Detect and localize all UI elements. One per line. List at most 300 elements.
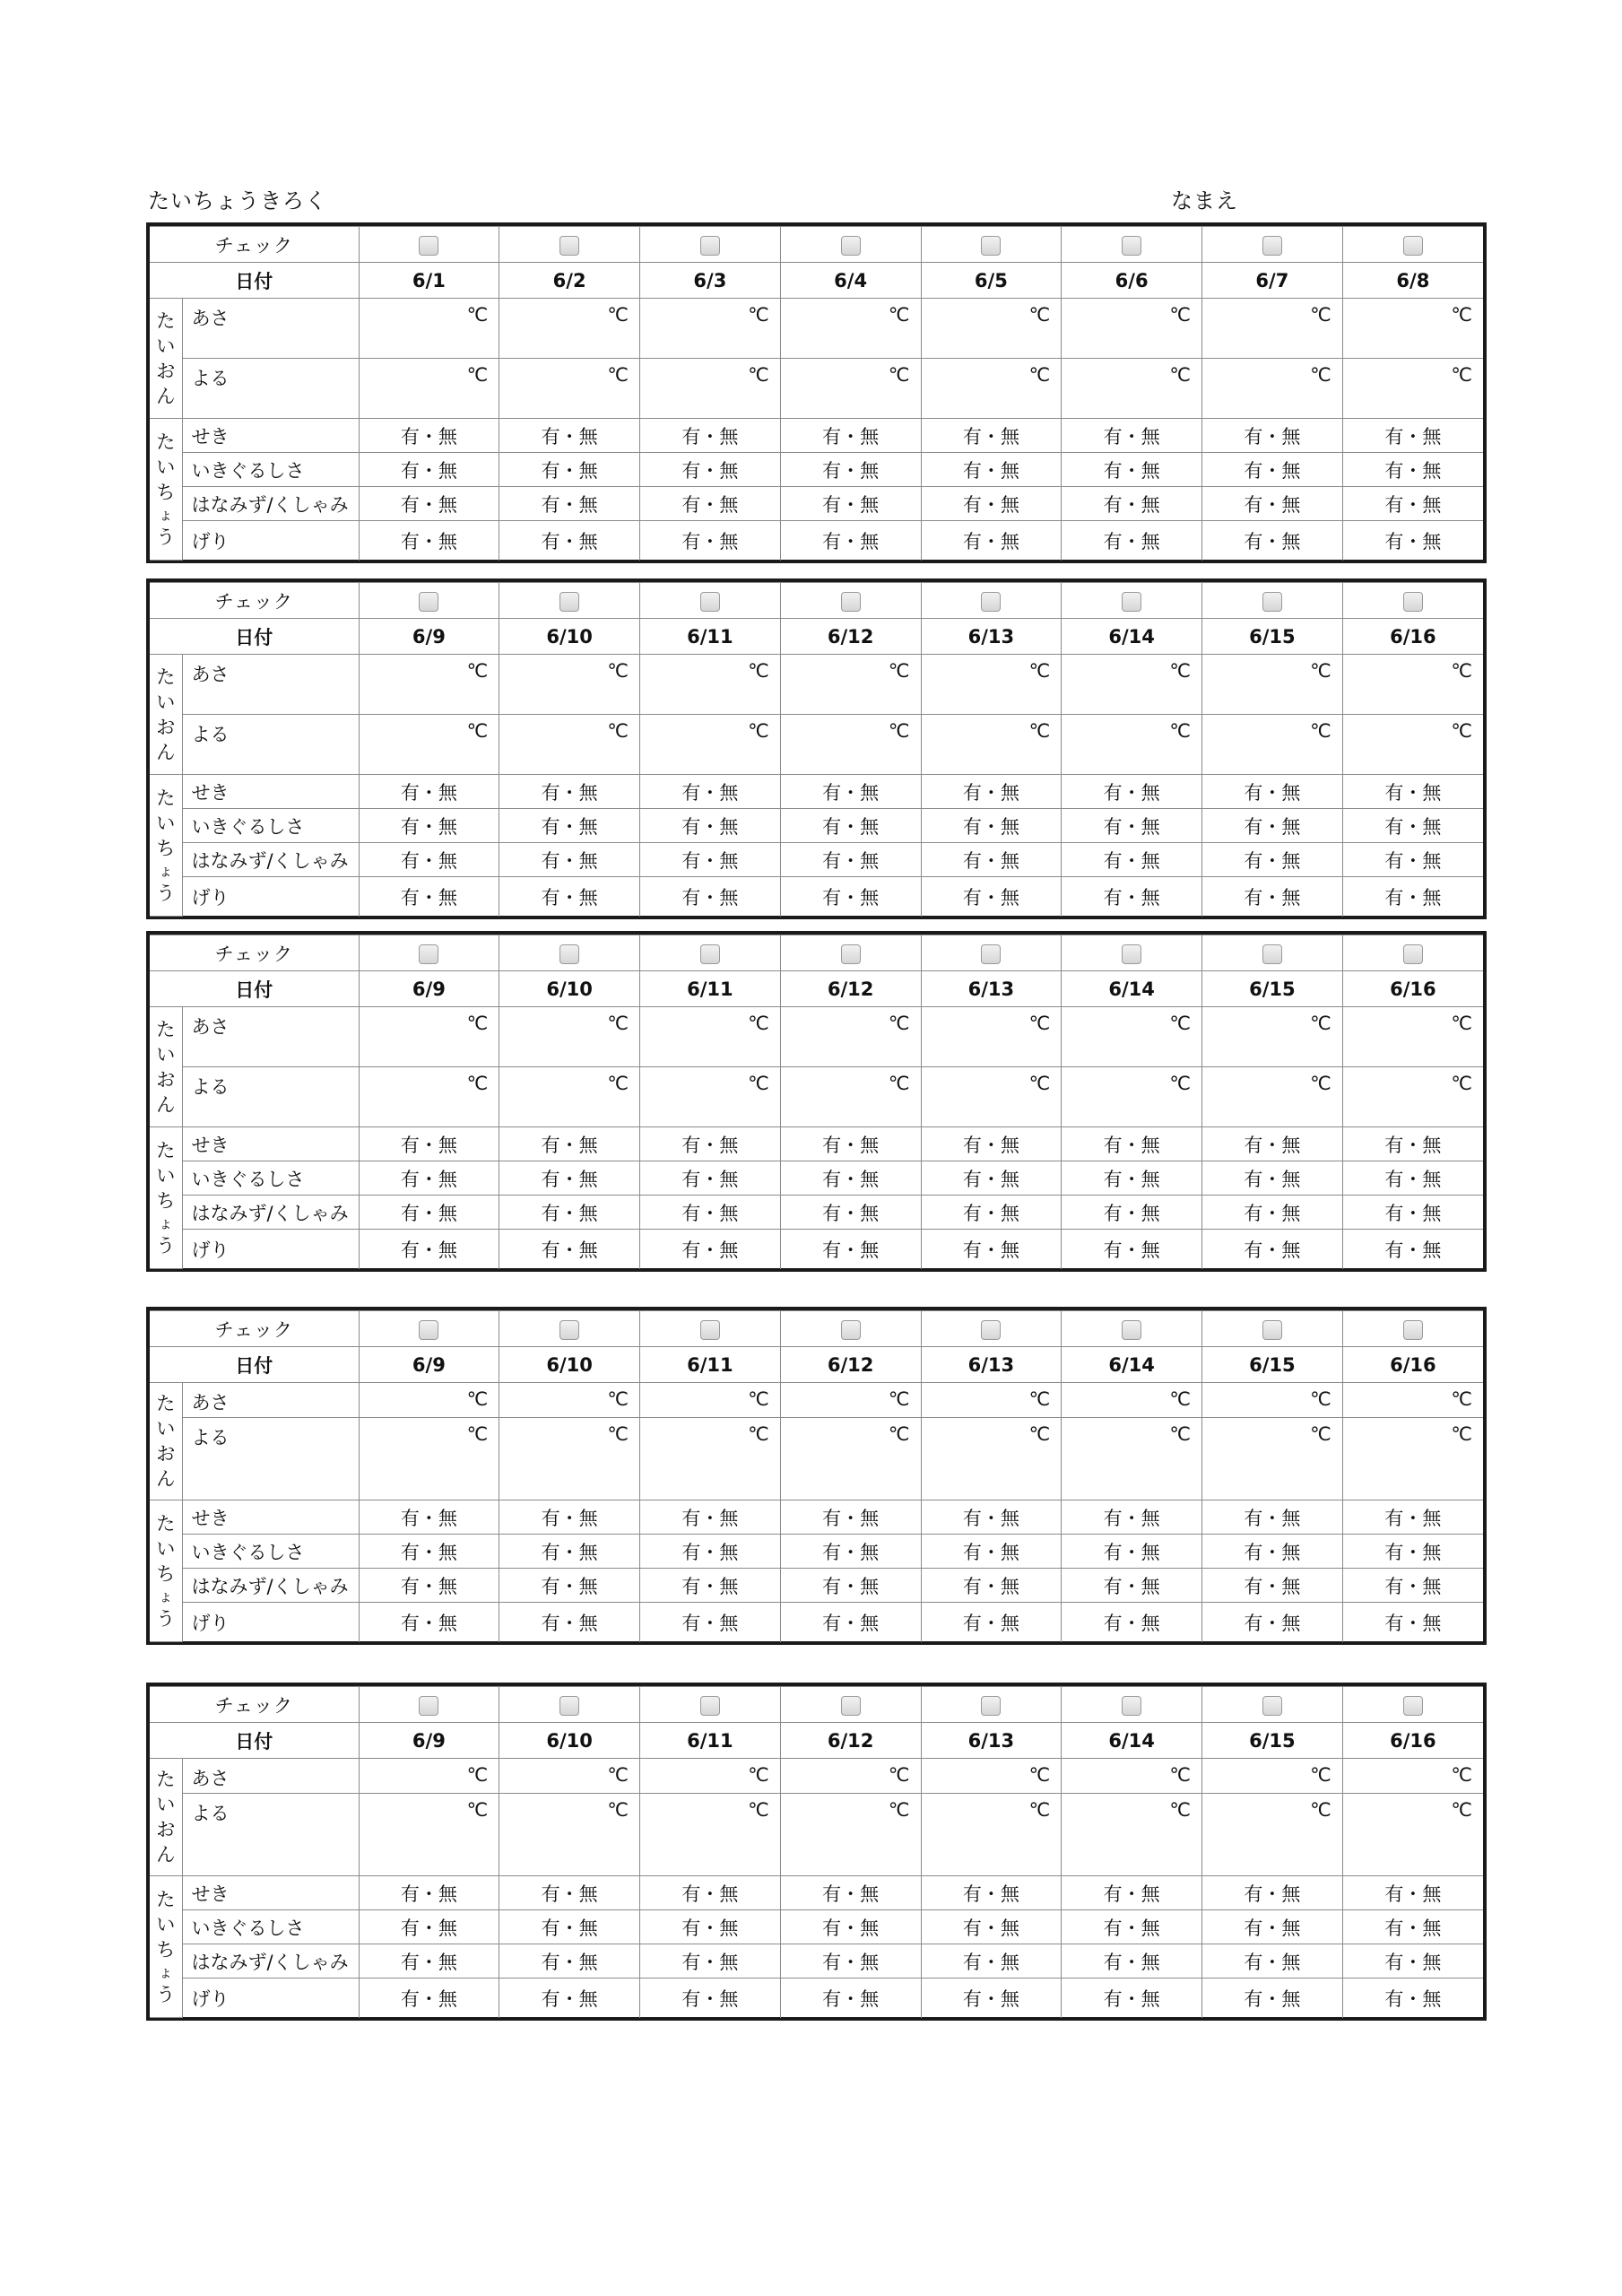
yes-no-cell[interactable]: 有・無 bbox=[1062, 775, 1202, 809]
yes-no-cell[interactable]: 有・無 bbox=[780, 1569, 921, 1603]
yes-no-cell[interactable]: 有・無 bbox=[921, 453, 1062, 487]
yes-no-cell[interactable]: 有・無 bbox=[1202, 521, 1343, 561]
yes-no-cell[interactable]: 有・無 bbox=[359, 1910, 499, 1944]
yes-no-cell[interactable]: 有・無 bbox=[921, 1230, 1062, 1269]
yes-no-cell[interactable]: 有・無 bbox=[1202, 1535, 1343, 1569]
yes-no-cell[interactable]: 有・無 bbox=[921, 1603, 1062, 1642]
yes-no-cell[interactable]: 有・無 bbox=[1062, 453, 1202, 487]
checkbox[interactable] bbox=[981, 944, 1001, 964]
yes-no-cell[interactable]: 有・無 bbox=[1062, 809, 1202, 843]
yes-no-cell[interactable]: 有・無 bbox=[1342, 521, 1483, 561]
yes-no-cell[interactable]: 有・無 bbox=[921, 1127, 1062, 1161]
temp-input-cell[interactable]: ℃ bbox=[1062, 655, 1202, 715]
checkbox[interactable] bbox=[1403, 236, 1423, 256]
yes-no-cell[interactable]: 有・無 bbox=[1062, 487, 1202, 521]
temp-input-cell[interactable]: ℃ bbox=[640, 715, 781, 775]
yes-no-cell[interactable]: 有・無 bbox=[359, 877, 499, 917]
temp-input-cell[interactable]: ℃ bbox=[921, 1759, 1062, 1794]
temp-input-cell[interactable]: ℃ bbox=[1202, 1067, 1343, 1127]
yes-no-cell[interactable]: 有・無 bbox=[499, 843, 640, 877]
yes-no-cell[interactable]: 有・無 bbox=[640, 1569, 781, 1603]
yes-no-cell[interactable]: 有・無 bbox=[499, 877, 640, 917]
yes-no-cell[interactable]: 有・無 bbox=[359, 1500, 499, 1535]
checkbox[interactable] bbox=[1262, 944, 1282, 964]
yes-no-cell[interactable]: 有・無 bbox=[921, 1196, 1062, 1230]
yes-no-cell[interactable]: 有・無 bbox=[921, 877, 1062, 917]
record-block bbox=[146, 1307, 1487, 1645]
temp-input-cell[interactable]: ℃ bbox=[359, 1383, 499, 1418]
yes-no-cell[interactable]: 有・無 bbox=[359, 1569, 499, 1603]
temp-input-cell[interactable]: ℃ bbox=[1062, 1067, 1202, 1127]
yes-no-cell[interactable]: 有・無 bbox=[1202, 1569, 1343, 1603]
temp-input-cell[interactable]: ℃ bbox=[499, 1794, 640, 1876]
category-char: ち bbox=[156, 1562, 176, 1585]
yes-no-cell[interactable]: 有・無 bbox=[640, 1230, 781, 1269]
yes-no-cell[interactable]: 有・無 bbox=[921, 1535, 1062, 1569]
yes-no-cell[interactable]: 有・無 bbox=[1342, 1535, 1483, 1569]
yes-no-cell[interactable]: 有・無 bbox=[640, 1603, 781, 1642]
yes-no-cell[interactable]: 有・無 bbox=[921, 775, 1062, 809]
yes-no-cell[interactable]: 有・無 bbox=[1342, 1876, 1483, 1910]
yes-no-cell[interactable]: 有・無 bbox=[780, 877, 921, 917]
temp-input-cell[interactable]: ℃ bbox=[359, 1067, 499, 1127]
temp-input-cell[interactable]: ℃ bbox=[359, 655, 499, 715]
checkbox[interactable] bbox=[559, 944, 579, 964]
yes-no-cell[interactable]: 有・無 bbox=[1202, 453, 1343, 487]
yes-no-cell[interactable]: 有・無 bbox=[1342, 1196, 1483, 1230]
checkbox[interactable] bbox=[1403, 944, 1423, 964]
yes-no-cell[interactable]: 有・無 bbox=[1342, 1569, 1483, 1603]
yes-no-cell[interactable]: 有・無 bbox=[359, 453, 499, 487]
yes-no-cell[interactable]: 有・無 bbox=[780, 1230, 921, 1269]
temp-input-cell[interactable]: ℃ bbox=[1202, 1383, 1343, 1418]
yes-no-cell[interactable]: 有・無 bbox=[780, 453, 921, 487]
check-cell bbox=[1342, 583, 1483, 619]
yes-no-cell[interactable]: 有・無 bbox=[1062, 877, 1202, 917]
temp-input-cell[interactable]: ℃ bbox=[780, 1007, 921, 1067]
checkbox[interactable] bbox=[419, 236, 438, 256]
yes-no-cell[interactable]: 有・無 bbox=[780, 1979, 921, 2018]
yes-no-cell[interactable]: 有・無 bbox=[499, 809, 640, 843]
temp-input-cell[interactable]: ℃ bbox=[1342, 1007, 1483, 1067]
yes-no-cell[interactable]: 有・無 bbox=[499, 1569, 640, 1603]
yes-no-cell[interactable]: 有・無 bbox=[921, 487, 1062, 521]
checkbox[interactable] bbox=[981, 1696, 1001, 1716]
checkbox[interactable] bbox=[1262, 1696, 1282, 1716]
yes-no-cell[interactable]: 有・無 bbox=[1342, 1603, 1483, 1642]
checkbox[interactable] bbox=[841, 236, 861, 256]
temp-input-cell[interactable]: ℃ bbox=[499, 1759, 640, 1794]
yes-no-cell[interactable]: 有・無 bbox=[499, 1603, 640, 1642]
yes-no-cell[interactable]: 有・無 bbox=[921, 1910, 1062, 1944]
checkbox[interactable] bbox=[1403, 592, 1423, 612]
yes-no-cell[interactable]: 有・無 bbox=[640, 521, 781, 561]
yes-no-cell[interactable]: 有・無 bbox=[1202, 877, 1343, 917]
temp-input-cell[interactable]: ℃ bbox=[1062, 1007, 1202, 1067]
yes-no-cell[interactable]: 有・無 bbox=[640, 809, 781, 843]
yes-no-cell[interactable]: 有・無 bbox=[780, 419, 921, 453]
yes-no-cell[interactable]: 有・無 bbox=[640, 419, 781, 453]
yes-no-cell[interactable]: 有・無 bbox=[499, 1230, 640, 1269]
yes-no-cell[interactable]: 有・無 bbox=[1342, 877, 1483, 917]
temp-input-cell[interactable]: ℃ bbox=[921, 1794, 1062, 1876]
yes-no-cell[interactable]: 有・無 bbox=[780, 1535, 921, 1569]
temp-input-cell[interactable]: ℃ bbox=[640, 655, 781, 715]
yes-no-cell[interactable]: 有・無 bbox=[1202, 1603, 1343, 1642]
yes-no-cell[interactable]: 有・無 bbox=[780, 1161, 921, 1196]
temp-input-cell[interactable]: ℃ bbox=[780, 1383, 921, 1418]
yes-no-cell[interactable]: 有・無 bbox=[1342, 453, 1483, 487]
yes-no-cell[interactable]: 有・無 bbox=[1342, 1500, 1483, 1535]
checkbox[interactable] bbox=[1403, 1320, 1423, 1340]
temp-input-cell[interactable]: ℃ bbox=[1202, 1759, 1343, 1794]
yes-no-cell[interactable]: 有・無 bbox=[359, 1876, 499, 1910]
temp-input-cell[interactable]: ℃ bbox=[1202, 359, 1343, 419]
yes-no-cell[interactable]: 有・無 bbox=[640, 1979, 781, 2018]
yes-no-cell[interactable]: 有・無 bbox=[780, 1876, 921, 1910]
yes-no-cell[interactable]: 有・無 bbox=[1202, 1910, 1343, 1944]
temp-input-cell[interactable]: ℃ bbox=[499, 359, 640, 419]
yes-no-cell[interactable]: 有・無 bbox=[921, 1500, 1062, 1535]
temp-input-cell[interactable]: ℃ bbox=[359, 299, 499, 359]
checkbox[interactable] bbox=[1262, 1320, 1282, 1340]
yes-no-cell[interactable]: 有・無 bbox=[359, 843, 499, 877]
temp-input-cell[interactable]: ℃ bbox=[1062, 715, 1202, 775]
temp-input-cell[interactable]: ℃ bbox=[1342, 1759, 1483, 1794]
yes-no-cell[interactable]: 有・無 bbox=[499, 1161, 640, 1196]
yes-no-cell[interactable]: 有・無 bbox=[780, 1196, 921, 1230]
temp-input-cell[interactable]: ℃ bbox=[780, 1067, 921, 1127]
yes-no-cell[interactable]: 有・無 bbox=[640, 1535, 781, 1569]
yes-no-cell[interactable]: 有・無 bbox=[921, 1876, 1062, 1910]
yes-no-cell[interactable]: 有・無 bbox=[921, 1979, 1062, 2018]
date-cell: 6/8 bbox=[1342, 263, 1483, 299]
yes-no-cell[interactable]: 有・無 bbox=[921, 1944, 1062, 1979]
yes-no-cell[interactable]: 有・無 bbox=[1062, 1230, 1202, 1269]
yes-no-cell[interactable]: 有・無 bbox=[499, 453, 640, 487]
checkbox[interactable] bbox=[419, 1696, 438, 1716]
yes-no-cell[interactable]: 有・無 bbox=[359, 1535, 499, 1569]
checkbox[interactable] bbox=[841, 592, 861, 612]
temp-input-cell[interactable]: ℃ bbox=[359, 1418, 499, 1500]
yes-no-cell[interactable]: 有・無 bbox=[1202, 1979, 1343, 2018]
yes-no-cell[interactable]: 有・無 bbox=[499, 775, 640, 809]
checkbox[interactable] bbox=[1262, 236, 1282, 256]
temp-input-cell[interactable]: ℃ bbox=[780, 299, 921, 359]
yes-no-cell[interactable]: 有・無 bbox=[640, 453, 781, 487]
temp-input-cell[interactable]: ℃ bbox=[780, 1794, 921, 1876]
temp-input-cell[interactable]: ℃ bbox=[499, 1067, 640, 1127]
yes-no-cell[interactable]: 有・無 bbox=[359, 775, 499, 809]
checkbox[interactable] bbox=[841, 944, 861, 964]
yes-no-cell[interactable]: 有・無 bbox=[640, 1127, 781, 1161]
check-cell bbox=[1342, 935, 1483, 971]
yes-no-cell[interactable]: 有・無 bbox=[1342, 843, 1483, 877]
temp-input-cell[interactable]: ℃ bbox=[780, 655, 921, 715]
check-cell bbox=[1342, 227, 1483, 263]
yes-no-cell[interactable]: 有・無 bbox=[499, 1944, 640, 1979]
temp-input-cell[interactable]: ℃ bbox=[1342, 1418, 1483, 1500]
temp-input-cell[interactable]: ℃ bbox=[1062, 1759, 1202, 1794]
yes-no-cell[interactable]: 有・無 bbox=[499, 1127, 640, 1161]
temp-input-cell[interactable]: ℃ bbox=[640, 1418, 781, 1500]
temp-input-cell[interactable]: ℃ bbox=[499, 655, 640, 715]
temp-input-cell[interactable]: ℃ bbox=[1342, 359, 1483, 419]
yes-no-cell[interactable]: 有・無 bbox=[921, 419, 1062, 453]
yes-no-cell[interactable]: 有・無 bbox=[640, 775, 781, 809]
yes-no-cell[interactable]: 有・無 bbox=[499, 1876, 640, 1910]
yes-no-cell[interactable]: 有・無 bbox=[1062, 1876, 1202, 1910]
yes-no-cell[interactable]: 有・無 bbox=[359, 487, 499, 521]
checkbox[interactable] bbox=[981, 592, 1001, 612]
yes-no-cell[interactable]: 有・無 bbox=[359, 1944, 499, 1979]
yes-no-cell[interactable]: 有・無 bbox=[1342, 1161, 1483, 1196]
temp-input-cell[interactable]: ℃ bbox=[640, 359, 781, 419]
checkbox[interactable] bbox=[1262, 592, 1282, 612]
yes-no-cell[interactable]: 有・無 bbox=[780, 809, 921, 843]
yes-no-cell[interactable]: 有・無 bbox=[1202, 1876, 1343, 1910]
yes-no-cell[interactable]: 有・無 bbox=[780, 1603, 921, 1642]
temp-input-cell[interactable]: ℃ bbox=[780, 1418, 921, 1500]
temp-input-cell[interactable]: ℃ bbox=[640, 1794, 781, 1876]
temp-input-cell[interactable]: ℃ bbox=[921, 299, 1062, 359]
yes-no-cell[interactable]: 有・無 bbox=[780, 521, 921, 561]
check-cell bbox=[921, 227, 1062, 263]
temp-input-cell[interactable]: ℃ bbox=[359, 1794, 499, 1876]
symptom-label: はなみず/くしゃみ bbox=[182, 487, 359, 521]
yes-no-cell[interactable]: 有・無 bbox=[1062, 1500, 1202, 1535]
yes-no-cell[interactable]: 有・無 bbox=[359, 1127, 499, 1161]
yes-no-cell[interactable]: 有・無 bbox=[1342, 1230, 1483, 1269]
checkbox[interactable] bbox=[559, 592, 579, 612]
temp-input-cell[interactable]: ℃ bbox=[921, 715, 1062, 775]
checkbox[interactable] bbox=[1122, 1320, 1141, 1340]
temp-input-cell[interactable]: ℃ bbox=[921, 1418, 1062, 1500]
temp-row-morning bbox=[150, 1759, 1483, 1794]
yes-no-cell[interactable]: 有・無 bbox=[640, 1196, 781, 1230]
checkbox[interactable] bbox=[700, 944, 720, 964]
temp-input-cell[interactable]: ℃ bbox=[921, 655, 1062, 715]
temp-input-cell[interactable]: ℃ bbox=[1062, 1383, 1202, 1418]
yes-no-cell[interactable]: 有・無 bbox=[1202, 775, 1343, 809]
yes-no-cell[interactable]: 有・無 bbox=[359, 521, 499, 561]
yes-no-cell[interactable]: 有・無 bbox=[1202, 1944, 1343, 1979]
yes-no-cell[interactable]: 有・無 bbox=[1342, 419, 1483, 453]
yes-no-cell[interactable]: 有・無 bbox=[499, 487, 640, 521]
yes-no-cell[interactable]: 有・無 bbox=[499, 1979, 640, 2018]
date-label: 日付 bbox=[150, 1723, 359, 1759]
temp-input-cell[interactable]: ℃ bbox=[640, 1759, 781, 1794]
temp-input-cell[interactable]: ℃ bbox=[1342, 1067, 1483, 1127]
yes-no-cell[interactable]: 有・無 bbox=[1342, 1979, 1483, 2018]
yes-no-cell[interactable]: 有・無 bbox=[1062, 1979, 1202, 2018]
yes-no-cell[interactable]: 有・無 bbox=[1062, 1535, 1202, 1569]
temp-input-cell[interactable]: ℃ bbox=[640, 1383, 781, 1418]
yes-no-cell[interactable]: 有・無 bbox=[921, 1569, 1062, 1603]
yes-no-cell[interactable]: 有・無 bbox=[1342, 1944, 1483, 1979]
yes-no-cell[interactable]: 有・無 bbox=[359, 1196, 499, 1230]
yes-no-cell[interactable]: 有・無 bbox=[1202, 487, 1343, 521]
temp-input-cell[interactable]: ℃ bbox=[499, 1007, 640, 1067]
temp-input-cell[interactable]: ℃ bbox=[1062, 1794, 1202, 1876]
temp-input-cell[interactable]: ℃ bbox=[359, 715, 499, 775]
check-cell bbox=[921, 935, 1062, 971]
yes-no-cell[interactable]: 有・無 bbox=[359, 1161, 499, 1196]
temp-input-cell[interactable]: ℃ bbox=[1202, 715, 1343, 775]
checkbox[interactable] bbox=[559, 236, 579, 256]
yes-no-cell[interactable]: 有・無 bbox=[499, 1196, 640, 1230]
temp-input-cell[interactable]: ℃ bbox=[1342, 715, 1483, 775]
yes-no-cell[interactable]: 有・無 bbox=[780, 487, 921, 521]
temp-input-cell[interactable]: ℃ bbox=[921, 1007, 1062, 1067]
yes-no-cell[interactable]: 有・無 bbox=[921, 1161, 1062, 1196]
checkbox[interactable] bbox=[559, 1320, 579, 1340]
yes-no-cell[interactable]: 有・無 bbox=[780, 1944, 921, 1979]
yes-no-cell[interactable]: 有・無 bbox=[359, 1603, 499, 1642]
yes-no-cell[interactable]: 有・無 bbox=[1202, 419, 1343, 453]
yes-no-cell[interactable]: 有・無 bbox=[359, 809, 499, 843]
yes-no-cell[interactable]: 有・無 bbox=[921, 843, 1062, 877]
yes-no-cell[interactable]: 有・無 bbox=[1062, 1161, 1202, 1196]
check-cell bbox=[1062, 1687, 1202, 1723]
checkbox[interactable] bbox=[700, 592, 720, 612]
yes-no-cell[interactable]: 有・無 bbox=[640, 1500, 781, 1535]
yes-no-cell[interactable]: 有・無 bbox=[1202, 843, 1343, 877]
temp-input-cell[interactable]: ℃ bbox=[359, 1759, 499, 1794]
yes-no-cell[interactable]: 有・無 bbox=[921, 521, 1062, 561]
yes-no-cell[interactable]: 有・無 bbox=[640, 1944, 781, 1979]
checkbox[interactable] bbox=[419, 944, 438, 964]
yes-no-cell[interactable]: 有・無 bbox=[1062, 521, 1202, 561]
yes-no-cell[interactable]: 有・無 bbox=[1202, 1500, 1343, 1535]
yes-no-cell[interactable]: 有・無 bbox=[359, 1979, 499, 2018]
temp-input-cell[interactable]: ℃ bbox=[499, 715, 640, 775]
temp-input-cell[interactable]: ℃ bbox=[499, 299, 640, 359]
temp-input-cell[interactable]: ℃ bbox=[640, 1007, 781, 1067]
temp-input-cell[interactable]: ℃ bbox=[1202, 655, 1343, 715]
checkbox[interactable] bbox=[419, 592, 438, 612]
temp-input-cell[interactable]: ℃ bbox=[1062, 1418, 1202, 1500]
yes-no-cell[interactable]: 有・無 bbox=[1062, 1603, 1202, 1642]
yes-no-cell[interactable]: 有・無 bbox=[1062, 1127, 1202, 1161]
checkbox[interactable] bbox=[1403, 1696, 1423, 1716]
temp-input-cell[interactable]: ℃ bbox=[1202, 1794, 1343, 1876]
yes-no-cell[interactable]: 有・無 bbox=[921, 809, 1062, 843]
temp-input-cell[interactable]: ℃ bbox=[1202, 1007, 1343, 1067]
yes-no-cell[interactable]: 有・無 bbox=[499, 1535, 640, 1569]
yes-no-cell[interactable]: 有・無 bbox=[780, 1500, 921, 1535]
yes-no-cell[interactable]: 有・無 bbox=[640, 1910, 781, 1944]
yes-no-cell[interactable]: 有・無 bbox=[359, 419, 499, 453]
yes-no-cell[interactable]: 有・無 bbox=[1202, 1196, 1343, 1230]
yes-no-cell[interactable]: 有・無 bbox=[1342, 1127, 1483, 1161]
check-cell bbox=[640, 1311, 781, 1347]
yes-no-cell[interactable]: 有・無 bbox=[359, 1230, 499, 1269]
temp-input-cell[interactable]: ℃ bbox=[1062, 359, 1202, 419]
temp-input-cell[interactable]: ℃ bbox=[1062, 299, 1202, 359]
check-cell bbox=[1062, 935, 1202, 971]
yes-no-cell[interactable]: 有・無 bbox=[640, 487, 781, 521]
temp-input-cell[interactable]: ℃ bbox=[499, 1383, 640, 1418]
temp-input-cell[interactable]: ℃ bbox=[780, 1759, 921, 1794]
temp-input-cell[interactable]: ℃ bbox=[1202, 299, 1343, 359]
temp-input-cell[interactable]: ℃ bbox=[1342, 655, 1483, 715]
yes-no-cell[interactable]: 有・無 bbox=[1342, 809, 1483, 843]
yes-no-cell[interactable]: 有・無 bbox=[499, 1910, 640, 1944]
temp-input-cell[interactable]: ℃ bbox=[359, 359, 499, 419]
checkbox[interactable] bbox=[559, 1696, 579, 1716]
checkbox[interactable] bbox=[1122, 1696, 1141, 1716]
yes-no-cell[interactable]: 有・無 bbox=[780, 843, 921, 877]
yes-no-cell[interactable]: 有・無 bbox=[780, 1910, 921, 1944]
checkbox[interactable] bbox=[1122, 592, 1141, 612]
yes-no-cell[interactable]: 有・無 bbox=[1202, 1161, 1343, 1196]
checkbox[interactable] bbox=[1122, 944, 1141, 964]
checkbox[interactable] bbox=[981, 236, 1001, 256]
yes-no-cell[interactable]: 有・無 bbox=[1062, 1196, 1202, 1230]
temp-input-cell[interactable]: ℃ bbox=[640, 1067, 781, 1127]
yes-no-cell[interactable]: 有・無 bbox=[1062, 1910, 1202, 1944]
yes-no-cell[interactable]: 有・無 bbox=[1062, 843, 1202, 877]
category-char: う bbox=[156, 1607, 176, 1630]
category-char: い bbox=[156, 1164, 176, 1187]
yes-no-cell[interactable]: 有・無 bbox=[1342, 1910, 1483, 1944]
yes-no-cell[interactable]: 有・無 bbox=[640, 1161, 781, 1196]
checkbox[interactable] bbox=[700, 1320, 720, 1340]
checkbox[interactable] bbox=[841, 1696, 861, 1716]
temp-input-cell[interactable]: ℃ bbox=[921, 359, 1062, 419]
checkbox[interactable] bbox=[700, 1696, 720, 1716]
check-label: チェック bbox=[150, 583, 359, 619]
yes-no-cell[interactable]: 有・無 bbox=[499, 1500, 640, 1535]
temp-input-cell[interactable]: ℃ bbox=[921, 1067, 1062, 1127]
yes-no-cell[interactable]: 有・無 bbox=[1062, 419, 1202, 453]
temp-input-cell[interactable]: ℃ bbox=[1342, 299, 1483, 359]
yes-no-cell[interactable]: 有・無 bbox=[780, 1127, 921, 1161]
yes-no-cell[interactable]: 有・無 bbox=[640, 877, 781, 917]
checkbox[interactable] bbox=[1122, 236, 1141, 256]
temp-input-cell[interactable]: ℃ bbox=[359, 1007, 499, 1067]
checkbox[interactable] bbox=[841, 1320, 861, 1340]
temp-input-cell[interactable]: ℃ bbox=[780, 715, 921, 775]
yes-no-cell[interactable]: 有・無 bbox=[1202, 1127, 1343, 1161]
temp-input-cell[interactable]: ℃ bbox=[1342, 1383, 1483, 1418]
yes-no-cell[interactable]: 有・無 bbox=[1202, 1230, 1343, 1269]
temp-input-cell[interactable]: ℃ bbox=[1202, 1418, 1343, 1500]
checkbox[interactable] bbox=[700, 236, 720, 256]
yes-no-cell[interactable]: 有・無 bbox=[640, 843, 781, 877]
yes-no-cell[interactable]: 有・無 bbox=[1062, 1944, 1202, 1979]
yes-no-cell[interactable]: 有・無 bbox=[499, 521, 640, 561]
temp-input-cell[interactable]: ℃ bbox=[499, 1418, 640, 1500]
checkbox[interactable] bbox=[419, 1320, 438, 1340]
yes-no-cell[interactable]: 有・無 bbox=[1202, 809, 1343, 843]
yes-no-cell[interactable]: 有・無 bbox=[780, 775, 921, 809]
temp-input-cell[interactable]: ℃ bbox=[780, 359, 921, 419]
yes-no-cell[interactable]: 有・無 bbox=[1342, 775, 1483, 809]
category-char: ょ bbox=[158, 505, 173, 523]
check-cell bbox=[359, 227, 499, 263]
check-row bbox=[150, 1311, 1483, 1347]
checkbox[interactable] bbox=[981, 1320, 1001, 1340]
yes-no-cell[interactable]: 有・無 bbox=[499, 419, 640, 453]
yes-no-cell[interactable]: 有・無 bbox=[1062, 1569, 1202, 1603]
yes-no-cell[interactable]: 有・無 bbox=[640, 1876, 781, 1910]
temp-input-cell[interactable]: ℃ bbox=[921, 1383, 1062, 1418]
yes-no-cell[interactable]: 有・無 bbox=[1342, 487, 1483, 521]
temp-input-cell[interactable]: ℃ bbox=[640, 299, 781, 359]
temp-input-cell[interactable]: ℃ bbox=[1342, 1794, 1483, 1876]
